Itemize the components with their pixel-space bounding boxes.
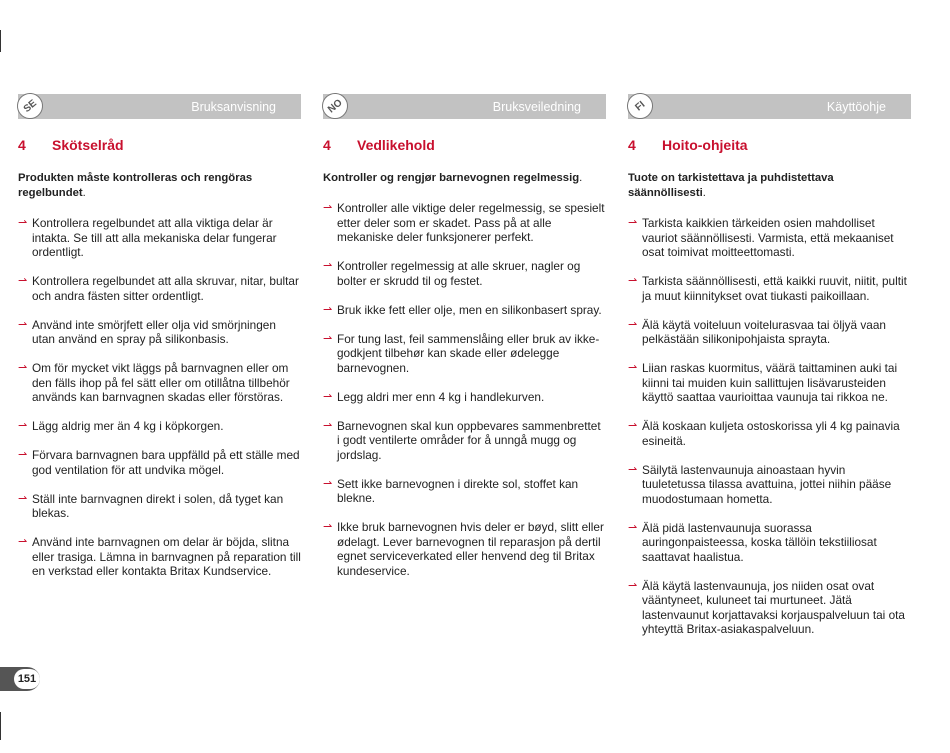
section-heading: Hoito-ohjeita bbox=[662, 137, 748, 153]
list-item-text: Lägg aldrig mer än 4 kg i köpkorgen. bbox=[32, 419, 224, 433]
section-title bbox=[628, 137, 911, 153]
header-bar bbox=[18, 94, 301, 119]
list-item-text: Tarkista säännöllisesti, että kaikki ruuvit, niitit, pultit ja muut kiinnitykset ovat tiukasti paikoillaan. bbox=[642, 274, 907, 303]
list-item bbox=[18, 448, 301, 477]
list-item-text: Tarkista kaikkien tärkeiden osien mahdolliset vauriot säännöllisesti. Varmista, että mekaaniset osat toimivat moitteettomasti. bbox=[642, 216, 894, 259]
arrow-bullet-icon: ⇀ bbox=[18, 449, 28, 461]
list-item-text: Använd inte barnvagnen om delar är böjda, slitna eller trasiga. Lämna in barnvagnen på reparation till en verkstad eller kontakta Britax Kundservice. bbox=[32, 535, 301, 578]
arrow-bullet-icon: ⇀ bbox=[18, 275, 28, 287]
lead-tail: . bbox=[702, 187, 706, 199]
list-item-text: Liian raskas kuormitus, väärä taittaminen auki tai kiinni tai muiden kuin sallittujen lisävarusteiden käyttö saattaa vaurioittaa vaunuja tai rikkoa ne. bbox=[642, 361, 898, 404]
lead-bold: Produkten måste kontrolleras och rengöras regelbundet bbox=[18, 172, 253, 199]
list-item-text: Ikke bruk barnevognen hvis deler er bøyd, slitt eller ødelagt. Lever barnevognen til reparasjon på dertil egnet serviceverkated eller henvend deg til Britax kundeservice. bbox=[337, 520, 604, 578]
section-title bbox=[18, 137, 301, 153]
arrow-bullet-icon: ⇀ bbox=[18, 536, 28, 548]
arrow-bullet-icon: ⇀ bbox=[323, 521, 333, 533]
column-no bbox=[323, 94, 606, 593]
language-badge: FI bbox=[622, 88, 659, 125]
list-item bbox=[628, 361, 911, 405]
list-item bbox=[18, 535, 301, 579]
section-heading: Vedlikehold bbox=[357, 137, 435, 153]
header-title: Bruksanvisning bbox=[191, 100, 276, 114]
list-item-text: Kontroller alle viktige deler regelmessig, se spesielt etter deler som er skadet. Pass på at alle mekaniske deler funksjonerer perfekt. bbox=[337, 201, 605, 244]
list-item bbox=[628, 463, 911, 507]
arrow-bullet-icon: ⇀ bbox=[18, 318, 28, 331]
arrow-bullet-icon: ⇀ bbox=[323, 419, 333, 432]
list-item bbox=[18, 419, 301, 434]
arrow-bullet-icon: ⇀ bbox=[323, 390, 333, 403]
column-fi bbox=[628, 94, 911, 651]
list-item bbox=[323, 259, 606, 288]
language-badge: NO bbox=[317, 88, 354, 125]
header-bar bbox=[323, 94, 606, 119]
list-item bbox=[323, 477, 606, 506]
arrow-bullet-icon: ⇀ bbox=[323, 303, 333, 316]
list-item bbox=[18, 361, 301, 405]
list-item-text: Älä käytä lastenvaunuja, jos niiden osat ovat vääntyneet, kuluneet tai murtuneet. Jätä lastenvaunut korjattavaksi korjauspalveluun tai ota yhteyttä Britax-asiakaspalveluun. bbox=[642, 578, 905, 636]
list-item bbox=[628, 274, 911, 303]
arrow-bullet-icon: ⇀ bbox=[628, 579, 638, 592]
arrow-bullet-icon: ⇀ bbox=[628, 463, 638, 476]
arrow-bullet-icon: ⇀ bbox=[323, 477, 333, 490]
list-item-text: Älä koskaan kuljeta ostoskorissa yli 4 kg painavia esineitä. bbox=[642, 419, 900, 448]
list-item bbox=[323, 303, 606, 318]
list-item bbox=[323, 520, 606, 578]
arrow-bullet-icon: ⇀ bbox=[18, 362, 28, 374]
section-number: 4 bbox=[628, 137, 636, 153]
list-item bbox=[323, 419, 606, 463]
header-bar bbox=[628, 94, 911, 119]
list-item bbox=[18, 216, 301, 260]
page-number-tab bbox=[0, 667, 42, 691]
list-item bbox=[628, 521, 911, 565]
lead-paragraph bbox=[628, 171, 911, 201]
arrow-bullet-icon: ⇀ bbox=[18, 420, 28, 432]
list-item bbox=[628, 579, 911, 637]
list-item-text: Om för mycket vikt läggs på barnvagnen eller om den fälls ihop på fel sätt eller om otillåtna tillbehör används kan barnvagnen skadas eller förstöras. bbox=[32, 361, 290, 404]
arrow-bullet-icon: ⇀ bbox=[628, 420, 638, 432]
list-item-text: Kontroller regelmessig at alle skruer, nagler og bolter er skrudd til og festet. bbox=[337, 259, 581, 288]
list-item-text: Älä pidä lastenvaunuja suorassa auringonpaisteessa, koska tällöin tekstiiliosat saattavat haalistua. bbox=[642, 520, 877, 564]
arrow-bullet-icon: ⇀ bbox=[18, 217, 28, 229]
instruction-list bbox=[18, 216, 301, 579]
list-item bbox=[628, 216, 911, 260]
section-number: 4 bbox=[18, 137, 26, 153]
list-item bbox=[323, 332, 606, 376]
instruction-list bbox=[323, 201, 606, 578]
list-item-text: Älä käytä voiteluun voitelurasvaa tai öljyä vaan pelkästään silikonipohjaista sprayta. bbox=[642, 317, 886, 346]
arrow-bullet-icon: ⇀ bbox=[628, 521, 638, 534]
list-item-text: Legg aldri mer enn 4 kg i handlekurven. bbox=[337, 389, 545, 404]
list-item bbox=[18, 318, 301, 347]
language-badge: SE bbox=[12, 88, 49, 125]
list-item bbox=[323, 390, 606, 405]
lead-paragraph bbox=[323, 171, 606, 186]
list-item-text: For tung last, feil sammenslåing eller bruk av ikke-godkjent tilbehør kan skade eller ødelegge barnevognen. bbox=[337, 331, 600, 375]
lead-tail: . bbox=[82, 187, 86, 199]
arrow-bullet-icon: ⇀ bbox=[628, 217, 638, 229]
header-title: Käyttöohje bbox=[826, 100, 886, 114]
list-item-text: Ställ inte barnvagnen direkt i solen, då tyget kan blekas. bbox=[32, 491, 284, 520]
list-item-text: Kontrollera regelbundet att alla skruvar, nitar, bultar och andra fästen sitter ordentligt. bbox=[32, 274, 299, 303]
list-item-text: Bruk ikke fett eller olje, men en silikonbasert spray. bbox=[337, 302, 602, 317]
lead-paragraph bbox=[18, 171, 301, 201]
arrow-bullet-icon: ⇀ bbox=[323, 260, 333, 272]
arrow-bullet-icon: ⇀ bbox=[628, 362, 638, 374]
column-se bbox=[18, 94, 301, 593]
arrow-bullet-icon: ⇀ bbox=[18, 492, 28, 505]
page-number: 151 bbox=[14, 669, 40, 689]
list-item bbox=[18, 274, 301, 303]
list-item bbox=[18, 492, 301, 521]
instruction-list bbox=[628, 216, 911, 637]
list-item-text: Säilytä lastenvaunuja ainoastaan hyvin tuuletetussa tilassa avattuina, jottei niihin pääse muodostumaan hometta. bbox=[642, 462, 892, 506]
list-item-text: Förvara barnvagnen bara uppfälld på ett ställe med god ventilation för att undvika mögel. bbox=[32, 448, 300, 477]
arrow-bullet-icon: ⇀ bbox=[323, 332, 333, 345]
list-item-text: Sett ikke barnevognen i direkte sol, stoffet kan blekne. bbox=[337, 476, 579, 505]
lead-tail: . bbox=[579, 172, 583, 184]
arrow-bullet-icon: ⇀ bbox=[628, 318, 638, 331]
list-item bbox=[323, 201, 606, 245]
lead-bold: Kontroller og rengjør barnevognen regelmessig bbox=[323, 172, 580, 184]
section-number: 4 bbox=[323, 137, 331, 153]
list-item bbox=[628, 318, 911, 347]
arrow-bullet-icon: ⇀ bbox=[323, 202, 333, 214]
arrow-bullet-icon: ⇀ bbox=[628, 275, 638, 287]
header-title: Bruksveiledning bbox=[492, 100, 581, 114]
crop-mark-bottom bbox=[0, 712, 1, 740]
lead-bold: Tuote on tarkistettava ja puhdistettava säännöllisesti bbox=[628, 172, 834, 199]
list-item-text: Barnevognen skal kun oppbevares sammenbrettet i godt ventilerte områder for å unngå mugg og jordslag. bbox=[337, 418, 601, 462]
section-title bbox=[323, 137, 606, 153]
list-item bbox=[628, 419, 911, 448]
section-heading: Skötselråd bbox=[52, 137, 124, 153]
list-item-text: Använd inte smörjfett eller olja vid smörjningen utan använd en spray på silikonbasis. bbox=[32, 317, 276, 346]
list-item-text: Kontrollera regelbundet att alla viktiga delar är intakta. Se till att alla mekaniska delar fungerar ordentligt. bbox=[32, 216, 277, 259]
crop-mark-top bbox=[0, 30, 1, 52]
